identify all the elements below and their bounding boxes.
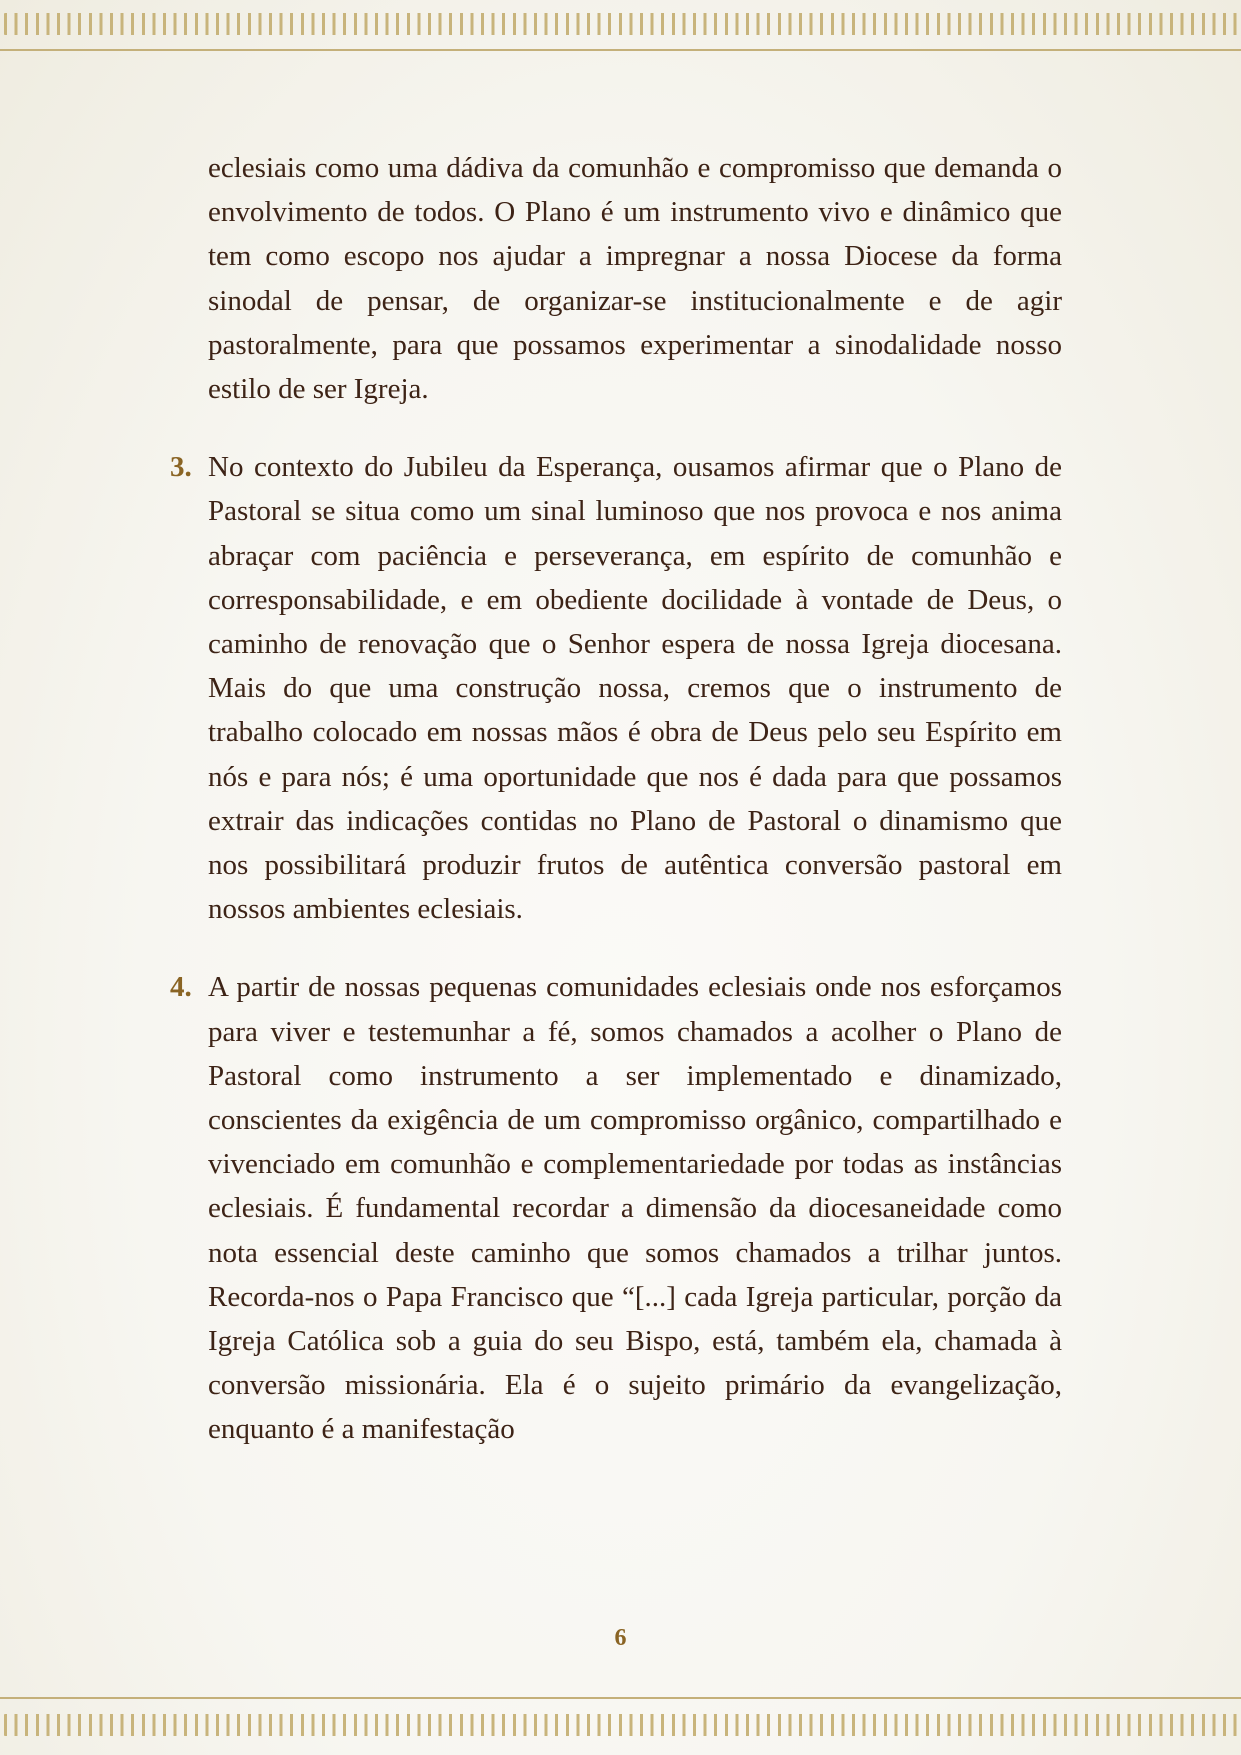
paragraph-number: 4. [170,971,192,1004]
page-body [170,146,1062,1452]
bottom-decorative-border [4,1714,1241,1736]
top-rule [0,49,1241,51]
paragraph-continued [208,146,1062,411]
page-number: 6 [614,1625,627,1651]
top-decorative-border [4,13,1241,35]
paragraph-4 [170,965,1062,1451]
paragraph-text: eclesiais como uma dádiva da comunhão e compromisso que demanda o envolvimento de todos. O Plano é um instrumento vivo e dinâmico que tem como escopo nos ajudar a impregnar a nossa Diocese da forma sinodal de pensar, de organizar-se institucionalmente e de agir pastoralmente, para que possamos experimentar a sinodalidade nosso estilo de ser Igreja. [208,152,1062,406]
paragraph-text: A partir de nossas pequenas comunidades eclesiais onde nos esforçamos para viver e testemunhar a fé, somos chamados a acolher o Plano de Pastoral como instrumento a ser implementado e dinamizado, conscientes da exigência de um compromisso orgânico, compartilhado e vivenciado em comunhão e complementariedade por todas as instâncias eclesiais. É fundamental recordar a dimensão da diocesaneidade como nota essencial deste caminho que somos chamados a trilhar juntos. Recorda-nos o Papa Francisco que “[...] cada Igreja particular, porção da Igreja Católica sob a guia do seu Bispo, está, também ela, chamada à conversão missionária. Ela é o sujeito primário da evangelização, enquanto é a manifestação [208,971,1062,1446]
paragraph-3 [170,445,1062,931]
paragraph-text: No contexto do Jubileu da Esperança, ousamos afirmar que o Plano de Pastoral se situa como um sinal luminoso que nos provoca e nos anima abraçar com paciência e perseverança, em espírito de comunhão e corresponsabilidade, e em obediente docilidade à vontade de Deus, o caminho de renovação que o Senhor espera de nossa Igreja diocesana. Mais do que uma construção nossa, cremos que o instrumento de trabalho colocado em nossas mãos é obra de Deus pelo seu Espírito em nós e para nós; é uma oportunidade que nos é dada para que possamos extrair das indicações contidas no Plano de Pastoral o dinamismo que nos possibilitará produzir frutos de autêntica conversão pastoral em nossos ambientes eclesiais. [208,451,1062,926]
bottom-rule [0,1697,1241,1699]
paragraph-number: 3. [170,451,192,484]
